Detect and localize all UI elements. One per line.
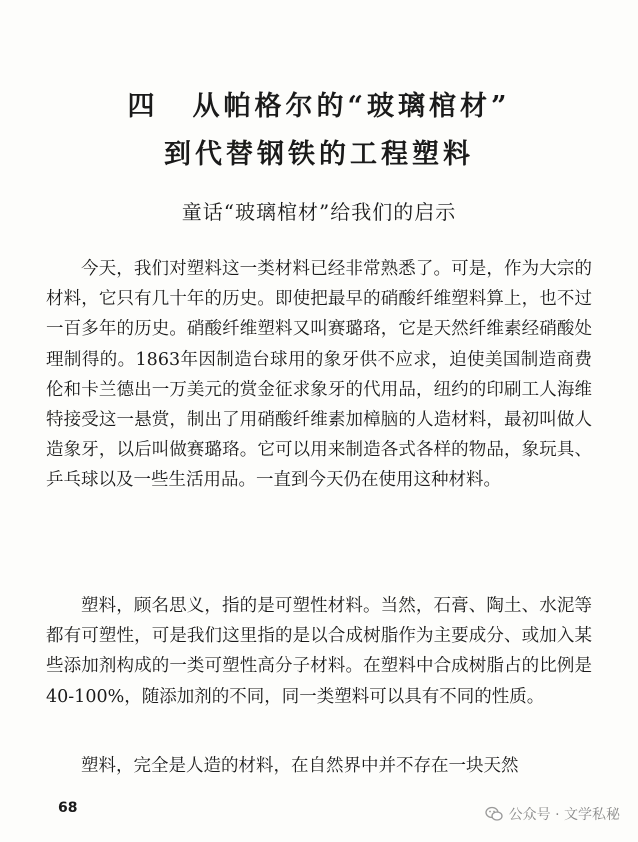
chapter-title-line1: 从帕格尔的“玻璃棺材” — [192, 91, 511, 122]
section-title: 童话“玻璃棺材”给我们的启示 — [181, 200, 457, 224]
wechat-icon — [485, 805, 503, 823]
chapter-title-line2: 到代替钢铁的工程塑料 — [164, 139, 474, 170]
paragraph-1: 今天，我们对塑料这一类材料已经非常熟悉了。可是，作为大宗的材料，它只有几十年的历史。即使把最早的硝酸纤维塑料算上，也不过一百多年的历史。硝酸纤维塑料又叫赛璐珞，它是天然纤维素经硝酸处理制得的。1863年因制造台球用的象牙供不应求，迫使美国制造商费伦和卡兰德出一万美元的赏金征求象牙的代用品，纽约的印刷工人海维特接受这一悬赏，制出了用硝酸纤维素加樟脑的人造材料，最初叫做人造象牙，以后叫做赛璐珞。它可以用来制造各式各样的物品，象玩具、乒乓球以及一些生活用品。一直到今天仍在使用这种材料。 — [46, 259, 592, 491]
chapter-number: 四 — [127, 91, 159, 122]
page-number: 68 — [58, 800, 78, 816]
watermark-text: 公众号 · 文学私秘 — [508, 807, 620, 823]
paragraph-3: 塑料，完全是人造的材料，在自然界中并不存在一块天然 — [81, 756, 519, 776]
paragraph-2: 塑料，顾名思义，指的是可塑性材料。当然，石膏、陶土、水泥等都有可塑性，可是我们这里指的是以合成树脂作为主要成分、或加入某些添加剂构成的一类可塑性高分子材料。在塑料中合成树脂占的比例是40-100%，随添加剂的不同，同一类塑料可以具有不同的性质。 — [46, 596, 592, 707]
chapter-heading — [0, 84, 638, 123]
watermark — [485, 804, 620, 824]
